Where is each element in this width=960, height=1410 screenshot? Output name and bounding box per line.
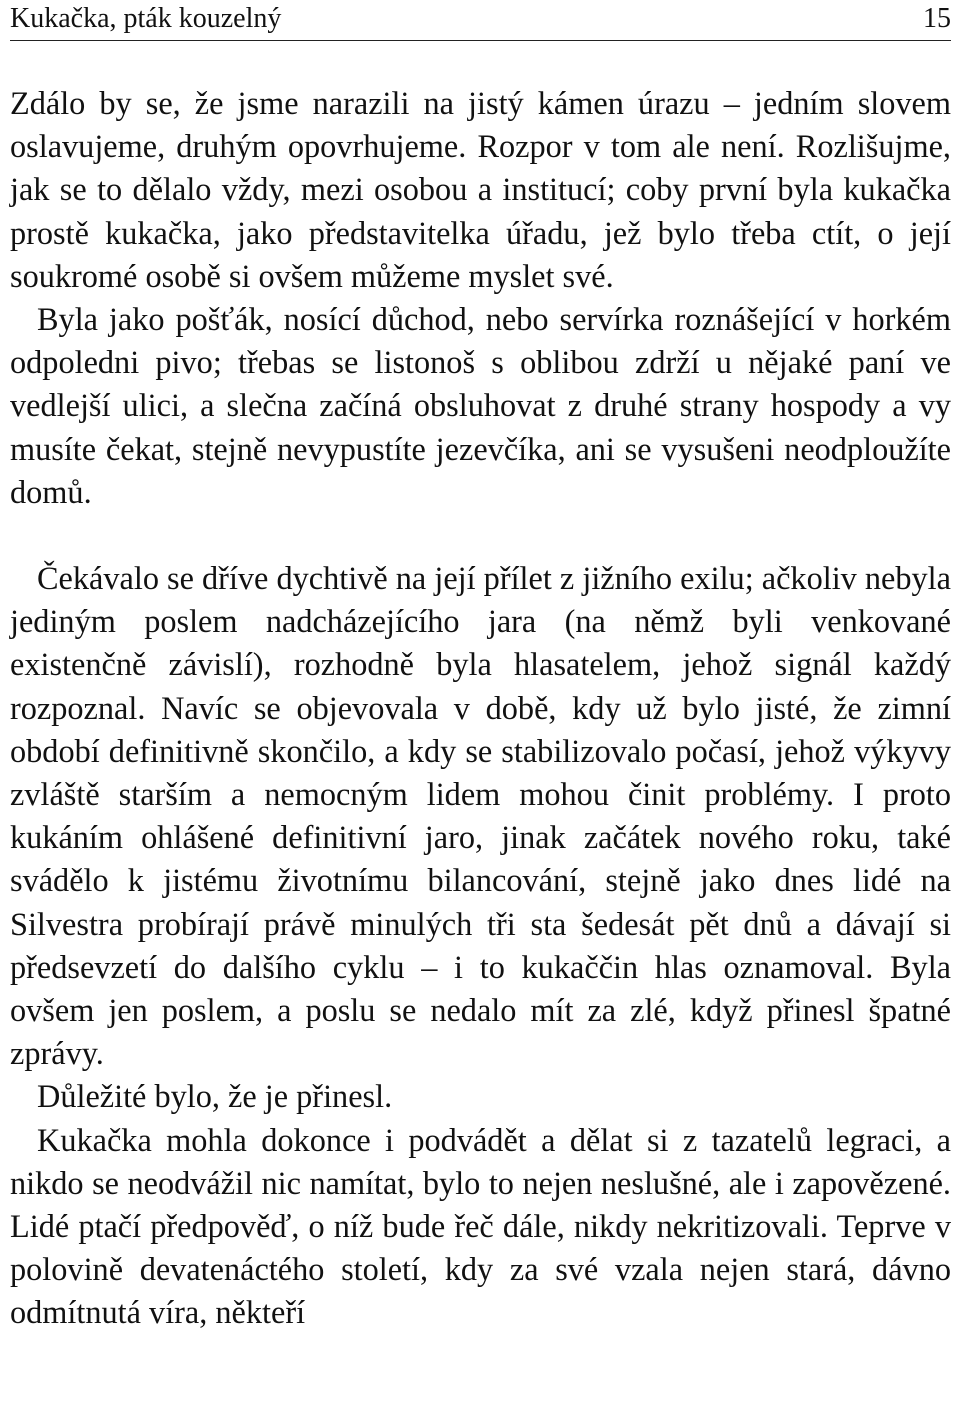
paragraph-gap (10, 514, 951, 557)
paragraph-5: Kukačka mohla dokonce i podvádět a dělat si z tazatelů legraci, a nikdo se neodvážil nic namítat, bylo to nejen neslušné, ale i zapovězené. Lidé ptačí předpověď, o níž bude řeč dále, nikdy nekritizovali. Teprve v polovině devatenáctého století, kdy za své vzala nejen stará, dávno odmítnutá víra, někteří (10, 1121, 951, 1331)
paragraph-3: Čekávalo se dříve dychtivě na její přílet z jižního exilu; ačkoliv nebyla jediným poslem nadcházejícího jara (na němž byli venkované existenčně závislí), rozhodně byla hlasatelem, jehož signál každý rozpoznal. Navíc se objevovala v době, kdy už bylo jisté, že zimní období definitivně skončilo, a kdy se stabilizovalo počasí, jehož výkyvy zvláště starším a nemocným lidem mohou činit problémy. I proto kukáním ohlášené definitivní jaro, jinak začátek nového roku, také svádělo k jistému životnímu bilancování, stejně jako dnes lidé na Silvestra probírají právě minulých tři sta šedesát pět dnů a dávají si předsevzetí do dalšího cyklu – i to kukaččin hlas oznamoval. Byla ovšem jen poslem, a poslu se nedalo mít za zlé, když přinesl špatné zprávy. (10, 560, 951, 1072)
running-head (10, 0, 951, 41)
chapter-title: Kukačka, pták kouzelný (10, 3, 282, 34)
paragraph-1: Zdálo by se, že jsme narazili na jistý kámen úrazu – jedním slovem oslavujeme, druhým opovrhujeme. Rozpor v tom ale není. Rozlišujme, jak se to dělalo vždy, mezi osobou a institucí; coby první byla kukačka prostě kukačka, jako představitelka úřadu, jež bylo třeba ctít, o její soukromé osobě si ovšem můžeme myslet své. (10, 85, 951, 294)
page-number: 15 (923, 3, 951, 34)
paragraph-2: Byla jako pošťák, nosící důchod, nebo servírka roznášející v horkém odpoledni pivo; třebas se listonoš s oblibou zdrží u nějaké paní ve vedlejší ulici, a slečna začíná obsluhovat z druhé strany hospody a vy musíte čekat, stejně nevypustíte jezevčíka, ani se vysušeni neodploužíte domů. (10, 301, 951, 510)
page-body (10, 82, 951, 1335)
paragraph-4: Důležité bylo, že je přinesl. (37, 1078, 393, 1115)
